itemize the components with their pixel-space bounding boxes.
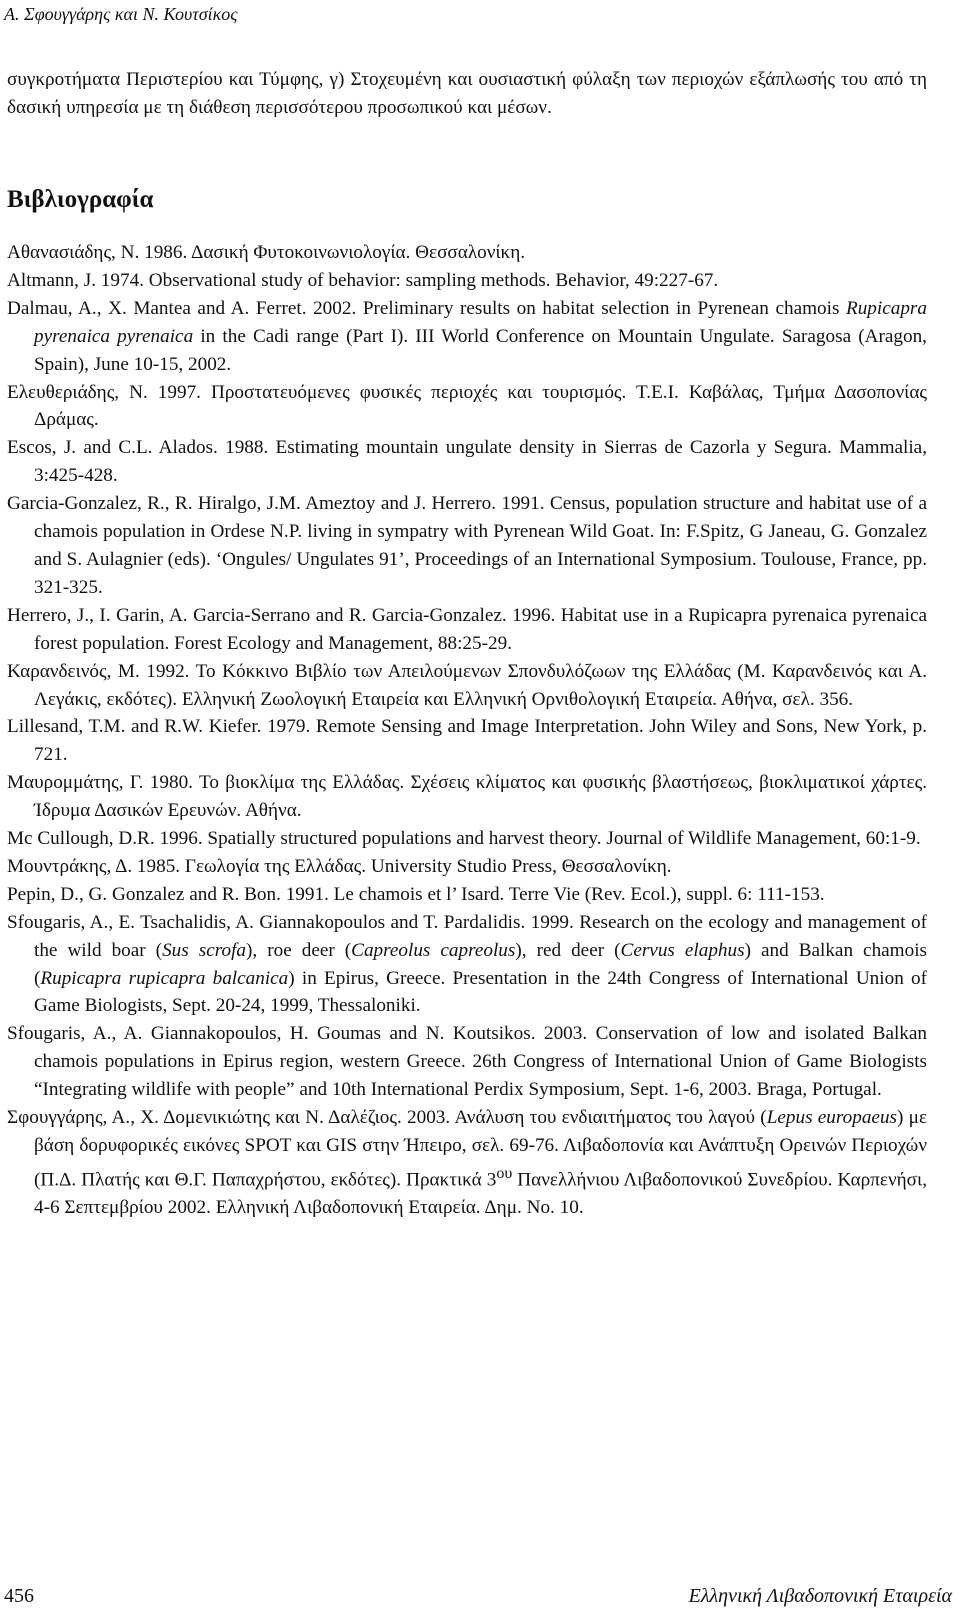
reference-entry (7, 295, 927, 379)
reference-text: Sfougaris, A., A. Giannakopoulos, H. Goumas and N. Koutsikos. 2003. Conservation of low and isolated Balkan chamois populations in Epirus region, western Greece. 26th Congress of International Union of Game Biologists “Integrating wildlife with people” and 10th International Perdix Symposium, Sept. 1-6, 2003. Braga, Portugal. (7, 1023, 927, 1101)
reference-text: Dalmau, A., X. Mantea and A. Ferret. 2002. Preliminary results on habitat selection in Pyrenean chamois (7, 297, 846, 319)
species-name: Cervus elaphus (620, 939, 745, 961)
reference-entry (7, 1020, 927, 1104)
reference-entry (7, 239, 927, 267)
reference-text: Ελευθεριάδης, Ν. 1997. Προστατευόμενες φυσικές περιοχές και τουρισμός. Τ.Ε.Ι. Καβάλας, Τμήμα Δασοπονίας Δράμας. (7, 381, 927, 431)
reference-text: Μουντράκης, Δ. 1985. Γεωλογία της Ελλάδας. University Studio Press, Θεσσαλονίκη. (7, 855, 672, 877)
reference-text: Mc Cullough, D.R. 1996. Spatially structured populations and harvest theory. Journal of Wildlife Management, 60:1-9. (7, 828, 921, 850)
reference-text: in the Cadi range (Part I). III World Conference on Mountain Ungulate. Saragosa (Aragon, Spain), June 10-15, 2002. (34, 325, 927, 375)
reference-text: Altmann, J. 1974. Observational study of behavior: sampling methods. Behavior, 49:227-67. (7, 269, 719, 291)
reference-entry (7, 602, 927, 658)
reference-text: Καρανδεινός, Μ. 1992. Το Κόκκινο Βιβλίο των Απειλούμενων Σπονδυλόζωων της Ελλάδας (Μ. Καρανδεινός και Α. Λεγάκις, εκδότες). Ελληνική Ζωολογική Εταιρεία και Ελληνική Ορνιθολογική Εταιρεία. Αθήνα, σελ. 356. (7, 660, 927, 710)
reference-entry (7, 853, 927, 881)
reference-entry (7, 490, 927, 602)
species-name: Lepus europaeus (766, 1107, 898, 1129)
reference-text: ) in Epirus, Greece. Presentation in the 24th Congress of International Union of Game Biologists, Sept. 20-24, 1999, Thessaloniki. (34, 967, 927, 1017)
reference-text: Sfougaris, A., E. Tsachalidis, A. Giannakopoulos and T. Pardalidis. 1999. Research on the ecology and management of the wild boar ( (7, 911, 927, 961)
superscript: ου (496, 1164, 513, 1182)
reference-entry (7, 379, 927, 435)
species-name: Sus scrofa (162, 939, 247, 961)
journal-name: Ελληνική Λιβαδοπονική Εταιρεία (688, 1585, 952, 1607)
reference-entry (7, 658, 927, 714)
species-name: Capreolus capreolus (351, 939, 516, 961)
page-number: 456 (4, 1585, 34, 1607)
reference-text: ), roe deer ( (246, 939, 352, 961)
reference-entry (7, 909, 927, 1021)
reference-entry (7, 769, 927, 825)
reference-entry (7, 713, 927, 769)
reference-text: Escos, J. and C.L. Alados. 1988. Estimating mountain ungulate density in Sierras de Cazorla y Segura. Mammalia, 3:425-428. (7, 437, 927, 487)
reference-text: Garcia-Gonzalez, R., R. Hiralgo, J.M. Ameztoy and J. Herrero. 1991. Census, population structure and habitat use of a chamois population in Ordese N.P. living in sympatry with Pyrenean Wild Goat. In: F.Spitz, G Janeau, G. Gonzalez and S. Aulagnier (eds). ‘Ongules/ Ungulates 91’, Proceedings of an International Symposium. Toulouse, France, pp. 321-325. (7, 493, 927, 598)
page-footer (0, 1575, 960, 1615)
reference-entry (7, 825, 927, 853)
reference-text: Πανελλήνιου Λιβαδοπονικού Συνεδρίου. Καρπενήσι, 4-6 Σεπτεμβρίου 2002. Ελληνική Λιβαδοπονική Εταιρεία. Δημ. Νο. 10. (34, 1169, 927, 1219)
species-name: Rupicapra pyrenaica pyrenaica (34, 297, 927, 347)
reference-text: Μαυρομμάτης, Γ. 1980. Το βιοκλίμα της Ελλάδας. Σχέσεις κλίματος και φυσικής βλαστήσεως, βιοκλιματικοί χάρτες. Ίδρυμα Δασικών Ερευνών. Αθήνα. (7, 772, 927, 822)
reference-entry (7, 881, 927, 909)
reference-list (7, 239, 927, 1222)
reference-text: Αθανασιάδης, Ν. 1986. Δασική Φυτοκοινωνιολογία. Θεσσαλονίκη. (7, 242, 526, 263)
reference-entry (7, 1104, 927, 1222)
intro-paragraph: συγκροτήματα Περιστερίου και Τύμφης, γ) Στοχευμένη και ουσιαστική φύλαξη των περιοχών εξάπλωσής του από τη δασική υπηρεσία με τη διάθεση περισσότερου προσωπικού και μέσων. (7, 69, 927, 118)
reference-text: ), red deer ( (515, 939, 621, 961)
reference-text: Σφουγγάρης, Α., Χ. Δομενικιώτης και Ν. Δαλέζιος. 2003. Ανάλυση του ενδιαιτήματος του λαγού ( (7, 1107, 767, 1129)
running-head: Α. Σφουγγάρης και Ν. Κουτσίκος (4, 4, 238, 24)
species-name: Rupicapra rupicapra balcanica (40, 967, 289, 989)
bibliography-heading: Βιβλιογραφία (7, 186, 154, 213)
reference-text: Lillesand, T.M. and R.W. Kiefer. 1979. Remote Sensing and Image Interpretation. John Wiley and Sons, New York, p. 721. (7, 716, 927, 766)
reference-text: ) and Balkan chamois ( (34, 939, 928, 989)
reference-text: Herrero, J., I. Garin, A. Garcia-Serrano and R. Garcia-Gonzalez. 1996. Habitat use in a Rupicapra pyrenaica pyrenaica forest population. Forest Ecology and Management, 88:25-29. (7, 604, 927, 654)
reference-entry (7, 434, 927, 490)
reference-entry (7, 267, 927, 295)
reference-text: Pepin, D., G. Gonzalez and R. Bon. 1991. Le chamois et l’ Isard. Terre Vie (Rev. Ecol.), suppl. 6: 111-153. (7, 883, 825, 905)
reference-text: ) με βάση δορυφορικές εικόνες SPOT και GIS στην Ήπειρο, σελ. 69-76. Λιβαδοπονία και Ανάπτυξη Ορεινών Περιοχών (Π.Δ. Πλατής και Θ.Γ. Παπαχρήστου, εκδότες). Πρακτικά 3 (34, 1107, 927, 1191)
